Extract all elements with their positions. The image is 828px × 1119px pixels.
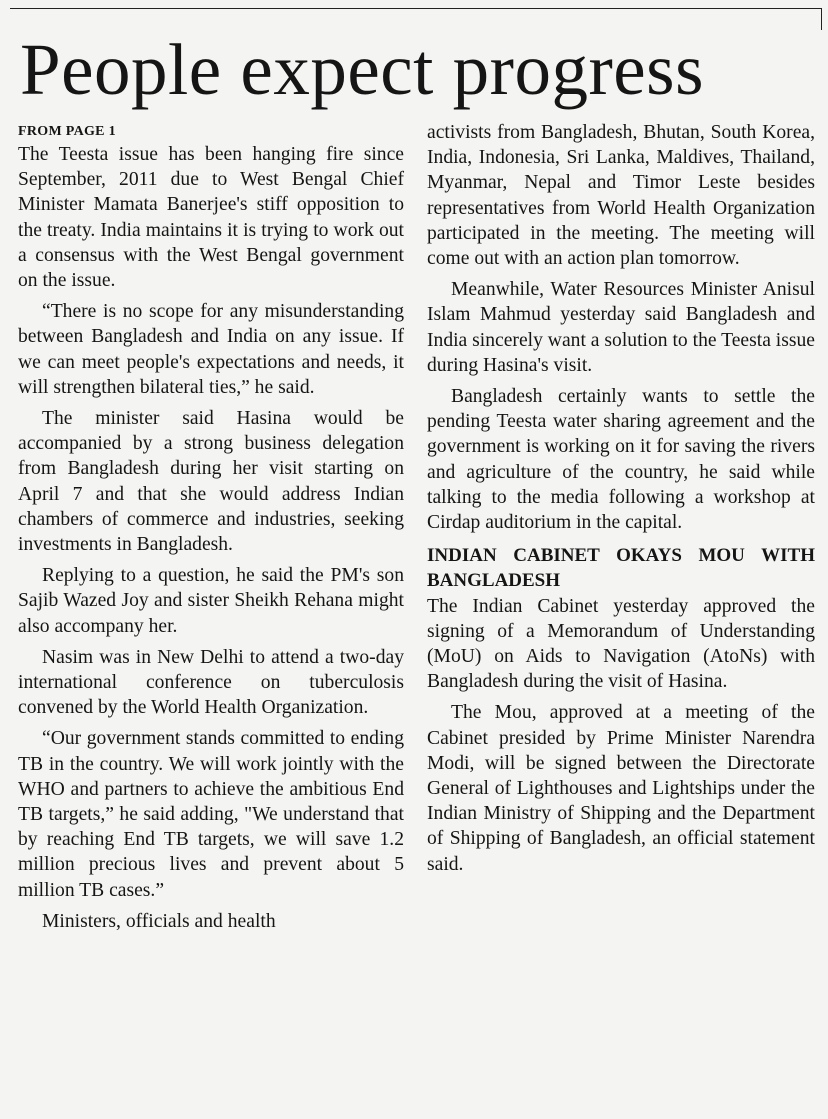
paragraph: activists from Bangladesh, Bhutan, South Korea, India, Indonesia, Sri Lanka, Maldives, Thailand, Myanmar, Nepal and Timor Leste besides representatives from World Health Organization participated in the meeting. The meeting will come out with an action plan tomorrow. <box>427 122 815 270</box>
subhead: INDIAN CABINET OKAYS MOU WITH BANGLADESH <box>427 545 815 592</box>
paragraph: Replying to a question, he said the PM's son Sajib Wazed Joy and sister Sheikh Rehana might also accompany her. <box>18 565 404 637</box>
left-column <box>18 120 404 934</box>
paragraph: Ministers, officials and health <box>42 910 276 932</box>
paragraph: The Indian Cabinet yesterday approved the signing of a Memorandum of Understanding (MoU) on Aids to Navigation (AtoNs) with Bangladesh during the visit of Hasina. <box>427 595 815 693</box>
paragraph: “Our government stands committed to ending TB in the country. We will work jointly with the WHO and partners to achieve the ambitious End TB targets,” he said adding, "We understand that by reaching End TB targets, we will save 1.2 million precious lives and prevent about 5 million TB cases.” <box>18 728 404 901</box>
paragraph: The Teesta issue has been hanging fire since September, 2011 due to West Bengal Chief Minister Mamata Banerjee's stiff opposition to the treaty. India maintains it is trying to work out a consensus with the West Bengal government on the issue. <box>18 144 404 292</box>
corner-rule <box>821 8 822 30</box>
paragraph: “There is no scope for any misunderstanding between Bangladesh and India on any issue. If we can meet people's expectations and needs, it will strengthen bilateral ties,” he said. <box>18 301 404 398</box>
paragraph: The minister said Hasina would be accompanied by a strong business delegation from Bangladesh during her visit starting on April 7 and that she would address Indian chambers of commerce and industries, seeking investments in Bangladesh. <box>18 408 404 556</box>
paragraph: Nasim was in New Delhi to attend a two-day international conference on tuberculosis convened by the World Health Organization. <box>18 646 404 719</box>
top-rule <box>10 8 822 9</box>
paragraph: The Mou, approved at a meeting of the Cabinet presided by Prime Minister Narendra Modi, will be signed between the Directorate General of Lighthouses and Lightships under the Indian Ministry of Shipping and the Department of Shipping of Bangladesh, an official statement said. <box>427 702 815 875</box>
paragraph: Meanwhile, Water Resources Minister Anisul Islam Mahmud yesterday said Bangladesh and India sincerely want a solution to the Teesta issue during Hasina's visit. <box>427 279 815 376</box>
paragraph: Bangladesh certainly wants to settle the pending Teesta water sharing agreement and the government is working on it for saving the rivers and agriculture of the country, he said while talking to the media following a workshop at Cirdap auditorium in the capital. <box>427 386 815 534</box>
kicker: FROM PAGE 1 <box>18 124 116 139</box>
headline: People expect progress <box>20 29 705 110</box>
right-column <box>427 120 815 883</box>
